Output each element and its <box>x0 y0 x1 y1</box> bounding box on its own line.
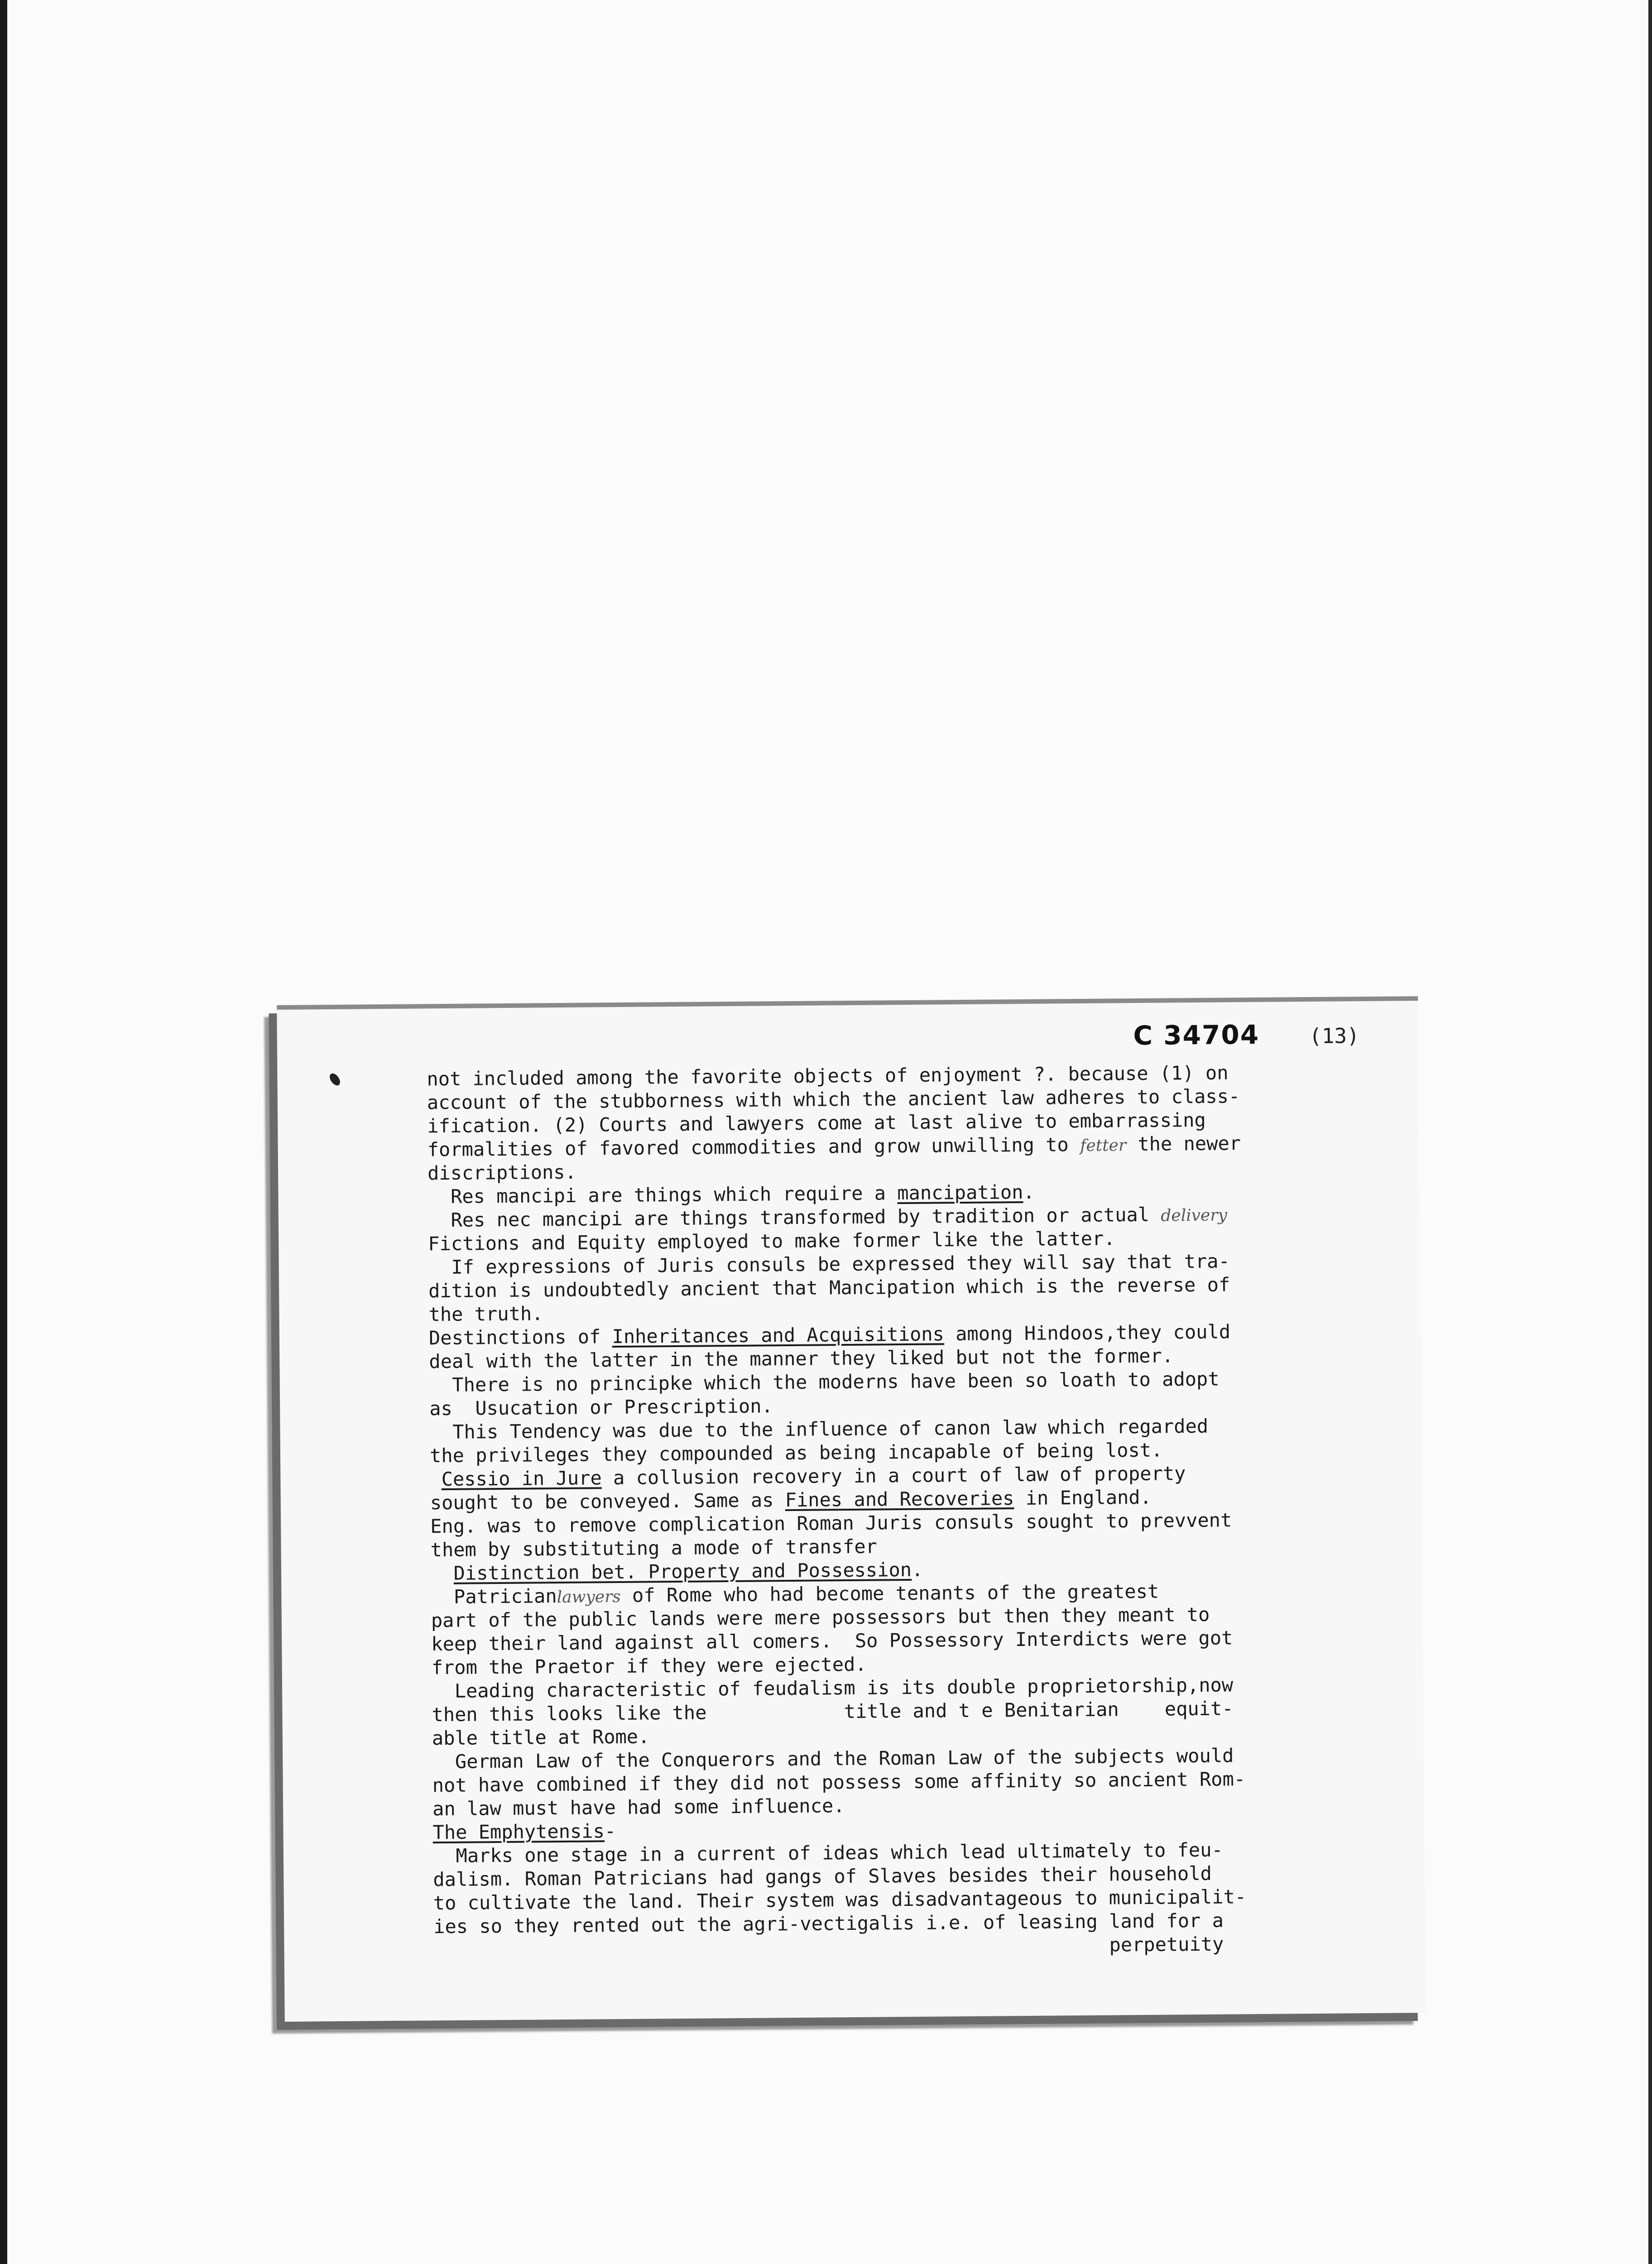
text-fragment: Patrician <box>431 1585 557 1608</box>
underlined-heading: Inheritances and Acquisitions <box>612 1323 945 1348</box>
page-number: (13) <box>1309 1023 1360 1049</box>
text-fragment: perpetuity <box>433 1933 1224 1962</box>
text-fragment <box>431 1562 454 1584</box>
text-fragment: Leading characteristic of feudalism is its double proprietorship,now <box>431 1674 1234 1703</box>
text-fragment: Res nec mancipi are things transformed by tradition or actual <box>427 1203 1161 1232</box>
text-fragment: in England. <box>1014 1486 1152 1510</box>
handwritten-annotation: lawyers <box>557 1588 621 1607</box>
text-fragment: as Usucation or Prescription. <box>429 1395 773 1420</box>
punch-mark <box>327 1071 342 1087</box>
text-fragment: This Tendency was due to the influence of canon law which regarded <box>429 1415 1209 1444</box>
text-fragment: from the Praetor if they were ejected. <box>431 1653 867 1679</box>
typed-body-text <box>427 1060 1412 1962</box>
underlined-heading: mancipation <box>897 1180 1023 1204</box>
text-fragment: Marks one stage in a current of ideas which lead ultimately to feu- <box>432 1838 1223 1867</box>
underlined-heading: Cessio in Jure <box>441 1467 602 1491</box>
underlined-heading: Distinction bet. Property and Possession <box>453 1558 912 1584</box>
text-fragment: If expressions of Juris consuls be expressed they will say that tra- <box>428 1250 1230 1279</box>
text-fragment: the newer <box>1126 1132 1241 1156</box>
text-fragment: There is no principke which the moderns have been so loath to adopt <box>429 1367 1220 1396</box>
text-fragment: then this looks like the title and t e Benitarian equit- <box>432 1697 1234 1726</box>
handwritten-annotation: delivery <box>1161 1206 1227 1225</box>
text-fragment: Destinctions of <box>428 1325 612 1349</box>
underlined-heading: The Emphytensis <box>432 1820 605 1844</box>
text-fragment: discriptions. <box>427 1161 577 1185</box>
text-fragment: dalism. Roman Patricians had gangs of Slaves besides their household <box>433 1862 1212 1891</box>
text-fragment: not included among the favorite objects of enjoyment ?. because (1) on <box>427 1061 1229 1090</box>
document-number: C 34704 <box>1133 1019 1260 1051</box>
scan-right-edge <box>1648 0 1652 2264</box>
text-fragment: formalities of favored commodities and grow unwilling to <box>427 1133 1081 1161</box>
text-fragment: ies so they rented out the agri-vectigalis i.e. of leasing land for a <box>433 1909 1224 1938</box>
text-fragment: account of the stubborness with which the ancient law adheres to class- <box>427 1085 1240 1114</box>
text-fragment: . <box>911 1558 923 1581</box>
text-fragment <box>430 1468 442 1490</box>
text-fragment: of Rome who had become tenants of the greatest <box>620 1580 1159 1607</box>
text-fragment: a collusion recovery in a court of law of property <box>601 1462 1186 1489</box>
text-fragment: Fictions and Equity employed to make former like the latter. <box>428 1227 1115 1255</box>
text-fragment: part of the public lands were mere possessors but then they meant to <box>431 1603 1210 1632</box>
text-fragment: them by substituting a mode of transfer <box>430 1535 878 1561</box>
text-fragment: to cultivate the land. Their system was disadvantageous to municipalit- <box>433 1885 1247 1914</box>
text-fragment: ification. (2) Courts and lawyers come at last alive to embarrassing <box>427 1108 1206 1137</box>
text-fragment: . <box>1023 1180 1035 1203</box>
text-fragment: among Hindoos,they could <box>944 1320 1231 1345</box>
document-header <box>1133 1018 1359 1051</box>
text-fragment: keep their land against all comers. So Possessory Interdicts were got <box>431 1626 1233 1655</box>
text-fragment: dition is undoubtedly ancient that Mancipation which is the reverse of <box>428 1273 1230 1302</box>
text-fragment: Eng. was to remove complication Roman Juris consuls sought to prevvent <box>430 1509 1232 1538</box>
text-fragment: an law must have had some influence. <box>432 1794 845 1820</box>
text-fragment: able title at Rome. <box>432 1725 650 1750</box>
text-fragment: the privileges they compounded as being incapable of being lost. <box>429 1439 1163 1467</box>
underlined-heading: Fines and Recoveries <box>785 1487 1014 1511</box>
text-fragment: German Law of the Conquerors and the Roman Law of the subjects would <box>432 1744 1234 1773</box>
handwritten-annotation: fetter <box>1080 1136 1127 1156</box>
scan-left-edge <box>0 0 7 2264</box>
text-fragment: Res mancipi are things which require a <box>427 1182 898 1208</box>
text-fragment: deal with the latter in the manner they liked but not the former. <box>429 1344 1174 1373</box>
text-fragment: - <box>604 1820 616 1842</box>
text-fragment: the truth. <box>428 1302 543 1326</box>
text-fragment: sought to be conveyed. Same as <box>430 1489 785 1514</box>
typed-document-page <box>277 996 1426 2022</box>
text-fragment: not have combined if they did not possess some affinity so ancient Rom- <box>432 1768 1246 1797</box>
